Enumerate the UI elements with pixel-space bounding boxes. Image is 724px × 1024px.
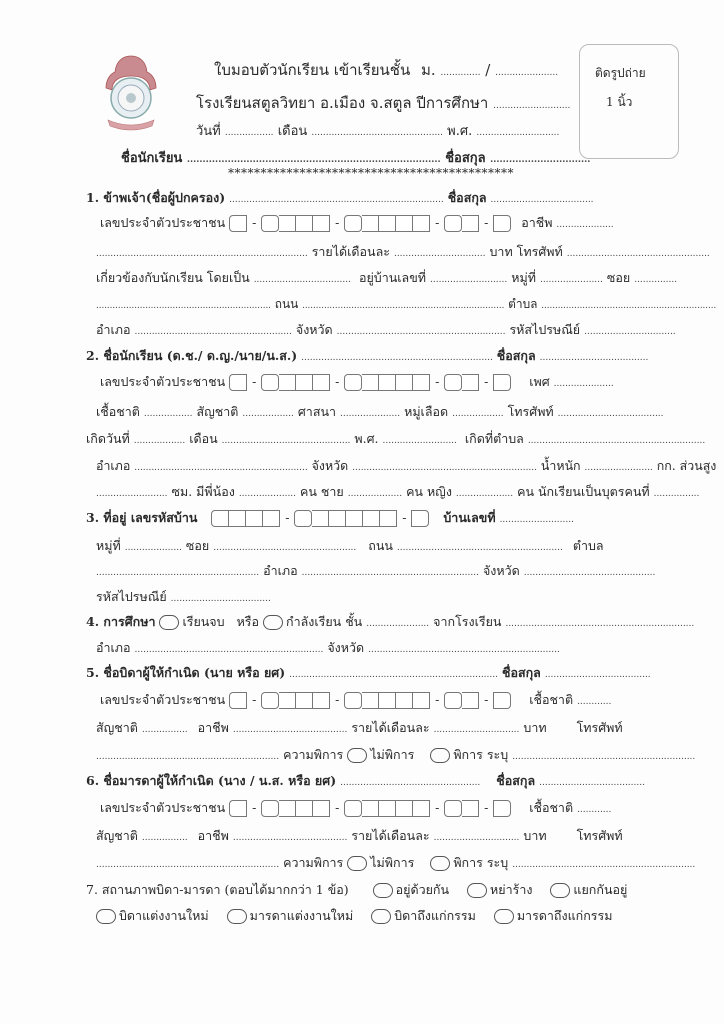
id-digit-box[interactable] — [462, 374, 479, 391]
separated-label: แยกกันอยู่ — [573, 882, 628, 897]
student-full-name-field[interactable]: ................................................................... — [301, 353, 493, 363]
guardian-career-cont-field[interactable]: .......................................................................... — [96, 249, 308, 259]
s2-changwat-label: จังหวัด — [311, 458, 349, 473]
father-disability-field[interactable]: ................................................................ — [512, 752, 696, 762]
birth-tambon-field[interactable]: .............................................................. — [527, 436, 706, 446]
s6-id-label: เลขประจำตัวประชาชน — [100, 800, 226, 815]
studying-radio[interactable] — [263, 615, 283, 630]
father-name-field[interactable]: ......................................................................... — [289, 670, 498, 680]
mother-ethnicity-field[interactable]: ............ — [577, 805, 612, 815]
s6-career-label: อาชีพ — [197, 828, 229, 843]
or-label: หรือ — [236, 614, 260, 629]
photo-label: ติดรูปถ่าย — [595, 66, 646, 80]
s6-id-row — [100, 798, 611, 818]
s1-career-label: อาชีพ — [521, 215, 553, 230]
code-digit-box[interactable] — [294, 510, 312, 527]
divorced-checkbox[interactable] — [467, 883, 487, 898]
s3-postal-row — [96, 587, 271, 607]
s3-house-label: บ้านเลขที่ — [443, 510, 496, 525]
s5-income-label: รายได้เดือนละ — [351, 720, 430, 735]
guardian-postal-field[interactable]: ................................ — [584, 327, 676, 337]
s7-heading: 7. สถานภาพบิดา-มารดา (ตอบได้มากกว่า 1 ข้อ) — [86, 882, 349, 897]
mother-not-disabled-radio[interactable] — [347, 856, 367, 871]
father-surname-field[interactable]: ..................................... — [544, 670, 651, 680]
id-digit-box[interactable] — [379, 215, 396, 232]
child-number-field[interactable]: ................ — [653, 489, 700, 499]
siblings-field[interactable]: .................... — [238, 489, 297, 499]
date-field[interactable]: ................. — [224, 128, 274, 138]
id-digit-box[interactable] — [362, 692, 379, 709]
s2-nationality-label: สัญชาติ — [196, 404, 239, 419]
birth-month-field[interactable]: ............................................. — [221, 436, 351, 446]
s2-id-boxes[interactable]: - - - - — [229, 374, 511, 391]
student-blood-field[interactable]: .................. — [452, 409, 504, 419]
code-digit-box[interactable] — [246, 510, 263, 527]
s5-not-disabled-label: ไม่พิการ — [370, 747, 415, 762]
id-digit-box[interactable] — [229, 692, 247, 709]
from-school-field[interactable]: .................................................................. — [505, 619, 695, 629]
id-digit-box[interactable] — [413, 215, 430, 232]
s3-tambon-label: ตำบล — [572, 538, 604, 553]
s2-amphoe-label: อำเภอ — [96, 458, 131, 473]
date-label: วันที่ — [196, 124, 221, 139]
student-sex-field[interactable]: ..................... — [553, 379, 614, 389]
female-siblings-field[interactable]: .................... — [455, 489, 514, 499]
birth-day-field[interactable]: .................. — [133, 436, 186, 446]
mother-name-field[interactable]: ................................................. — [340, 778, 481, 788]
s2-month-label: เดือน — [189, 431, 218, 446]
s3-moo-label: หมู่ที่ — [96, 538, 121, 553]
s2-weight-label: น้ำหนัก — [540, 458, 581, 473]
s5-row1 — [86, 663, 651, 683]
s5-heading: 5. ชื่อบิดาผู้ให้กำเนิด (นาย หรือ ยศ) — [86, 665, 286, 680]
graduated-radio[interactable] — [159, 615, 179, 630]
s2-birthday-label: เกิดวันที่ — [86, 431, 130, 446]
s5-career-label: อาชีพ — [197, 720, 229, 735]
id-digit-box[interactable] — [493, 374, 511, 391]
id-digit-box[interactable] — [296, 692, 313, 709]
code-digit-box[interactable] — [329, 510, 346, 527]
student-phone-field[interactable]: ..................................... — [557, 409, 664, 419]
guardian-soi-cont-field[interactable]: ................................................................ — [96, 301, 271, 311]
s3-road-label: ถนน — [368, 538, 393, 553]
s6-nationality-label: สัญชาติ — [96, 828, 138, 843]
together-label: อยู่ด้วยกัน — [395, 882, 450, 897]
s3-amphoe-row — [96, 561, 655, 581]
mother-surname-field[interactable]: ..................................... — [539, 778, 645, 788]
guardian-phone-field[interactable]: .................................................. — [566, 249, 710, 259]
header-date-row — [196, 120, 559, 141]
year-label: พ.ศ. — [447, 124, 473, 139]
id-digit-box[interactable] — [493, 800, 511, 817]
school-name: โรงเรียนสตูลวิทยา อ.เมือง จ.สตูล ปีการศึกษา — [196, 94, 489, 112]
s5-career-row — [96, 718, 623, 738]
id-digit-box[interactable] — [229, 800, 247, 817]
s1-id-row — [100, 213, 614, 233]
s4-changwat-field[interactable]: ................................................................... — [368, 645, 560, 655]
guardian-road-field[interactable]: .......................................................................... — [302, 301, 505, 311]
code-digit-box[interactable] — [229, 510, 246, 527]
s3-amphoe-label: อำเภอ — [263, 563, 298, 578]
together-checkbox[interactable] — [373, 883, 393, 898]
s6-disabled-label: พิการ ระบุ — [453, 855, 509, 870]
s5-disability-row — [96, 745, 695, 765]
id-digit-box[interactable] — [462, 692, 479, 709]
id-digit-box[interactable] — [396, 692, 413, 709]
guardian-amphoe-field[interactable]: ....................................................... — [134, 327, 292, 337]
header-school-row — [196, 91, 570, 115]
code-digit-box[interactable] — [211, 510, 229, 527]
s2-kg-height-label: กก. ส่วนสูง — [656, 458, 717, 473]
s2-ethnicity-label: เชื้อชาติ — [96, 404, 140, 419]
id-digit-box[interactable] — [444, 374, 462, 391]
s6-disability-label: ความพิการ — [283, 855, 344, 870]
id-digit-box[interactable] — [379, 800, 396, 817]
s2-blood-label: หมู่เลือด — [404, 404, 449, 419]
id-digit-box[interactable] — [462, 800, 479, 817]
s6-phone-label: โทรศัพท์ — [576, 828, 623, 843]
s4-amphoe-field[interactable]: .................................................................. — [134, 645, 324, 655]
s4-heading: 4. การศึกษา — [86, 614, 156, 629]
s5-id-row — [100, 690, 611, 710]
separated-checkbox[interactable] — [550, 883, 570, 898]
s2-cm-siblings-label: ซม. มีพี่น้อง — [171, 484, 235, 499]
grade-sep: / — [485, 61, 491, 79]
birth-amphoe-field[interactable]: ............................................................. — [134, 463, 308, 473]
id-digit-box[interactable] — [279, 215, 296, 232]
s1-road-label: ถนน — [274, 296, 299, 311]
code-digit-box[interactable] — [312, 510, 329, 527]
s3-house-field[interactable]: .......................... — [499, 515, 574, 525]
id-digit-box[interactable] — [462, 215, 479, 232]
code-digit-box[interactable] — [346, 510, 363, 527]
s1-phone-label: โทรศัพท์ — [516, 244, 563, 259]
s1-id-boxes[interactable]: - - - - — [229, 215, 511, 232]
id-digit-box[interactable] — [362, 800, 379, 817]
s1-relation-label: เกี่ยวข้องกับนักเรียน โดยเป็น — [96, 270, 250, 285]
s1-soi-label: ซอย — [606, 270, 631, 285]
id-digit-box[interactable] — [444, 800, 462, 817]
s6-disability-row — [96, 853, 695, 873]
s6-row1 — [86, 771, 645, 791]
guardian-moo-field[interactable]: ...................... — [539, 275, 603, 285]
father-remarried-label: บิดาแต่งงานใหม่ — [119, 908, 209, 923]
s3-changwat-label: จังหวัด — [482, 563, 520, 578]
s5-id-boxes[interactable]: - - - - — [229, 692, 511, 709]
id-digit-box[interactable] — [362, 215, 379, 232]
photo-size: 1 นิ้ว — [606, 95, 633, 109]
s7-row2 — [96, 906, 612, 926]
room-field[interactable]: ...................... — [495, 68, 559, 78]
id-digit-box[interactable] — [296, 374, 313, 391]
s5-disability-label: ความพิการ — [283, 747, 344, 762]
s6-income-label: รายได้เดือนละ — [351, 828, 430, 843]
s2-sex-label: เพศ — [529, 374, 550, 389]
month-field[interactable]: .............................................. — [311, 128, 444, 138]
guardian-name-field[interactable]: ........................................................................... — [229, 195, 444, 205]
student-surname-field[interactable]: ................................ — [490, 155, 591, 165]
student-full-surname-field[interactable]: ...................................... — [539, 353, 649, 363]
header-title-row — [214, 58, 558, 82]
s2-phone-label: โทรศัพท์ — [507, 404, 554, 419]
divorced-label: หย่าร้าง — [490, 882, 533, 897]
id-digit-box[interactable] — [379, 692, 396, 709]
s2-religion-label: ศาสนา — [297, 404, 337, 419]
mother-phone-field[interactable]: ................................................................ — [96, 860, 280, 870]
s1-row1 — [86, 188, 594, 208]
s6-not-disabled-label: ไม่พิการ — [370, 855, 415, 870]
grade-field[interactable]: .............. — [440, 68, 481, 78]
code-digit-box[interactable] — [411, 510, 429, 527]
house-code-boxes[interactable]: - - — [211, 510, 429, 527]
id-digit-box[interactable] — [444, 692, 462, 709]
id-digit-box[interactable] — [261, 692, 279, 709]
guardian-soi-field[interactable]: ............... — [634, 275, 678, 285]
father-career-field[interactable]: ........................................ — [232, 725, 348, 735]
studying-grade-field[interactable]: ...................... — [366, 619, 430, 629]
s3-soi-field[interactable]: .................................................. — [213, 543, 357, 553]
code-digit-box[interactable] — [363, 510, 380, 527]
s5-surname-label: ชื่อสกุล — [501, 665, 541, 680]
mother-nationality-field[interactable]: ................ — [141, 833, 188, 843]
id-digit-box[interactable] — [279, 800, 296, 817]
s2-birth-tambon-label: เกิดที่ตำบล — [464, 431, 524, 446]
s6-ethnicity-label: เชื้อชาติ — [529, 800, 574, 815]
s2-child-no-label: คน นักเรียนเป็นบุตรคนที่ — [517, 484, 650, 499]
father-not-disabled-radio[interactable] — [347, 748, 367, 763]
male-siblings-field[interactable]: ................... — [347, 489, 403, 499]
s1-moo-label: หมู่ที่ — [511, 270, 536, 285]
s6-id-boxes[interactable]: - - - - — [229, 800, 511, 817]
s6-heading: 6. ชื่อมารดาผู้ให้กำเนิด (นาง / น.ส. หรือ ยศ) — [86, 773, 337, 788]
s3-moo-row — [96, 536, 604, 556]
s3-soi-label: ซอย — [185, 538, 210, 553]
id-digit-box[interactable] — [229, 374, 247, 391]
id-digit-box[interactable] — [444, 215, 462, 232]
s2-id-row — [100, 372, 614, 392]
mother-disability-field[interactable]: ................................................................ — [512, 860, 696, 870]
id-digit-box[interactable] — [362, 374, 379, 391]
s3-road-field[interactable]: .......................................................... — [396, 543, 563, 553]
s2-birth-row — [86, 429, 705, 449]
mother-income-field[interactable]: .............................. — [433, 833, 520, 843]
id-digit-box[interactable] — [279, 692, 296, 709]
s1-amphoe-label: อำเภอ — [96, 322, 131, 337]
year-field[interactable]: ............................. — [476, 128, 560, 138]
height-field[interactable]: ......................... — [96, 489, 168, 499]
s2-id-label: เลขประจำตัวประชาชน — [100, 374, 226, 389]
id-digit-box[interactable] — [296, 215, 313, 232]
s2-female-label: คน หญิง — [406, 484, 452, 499]
s1-tambon-label: ตำบล — [508, 296, 538, 311]
s2-male-label: คน ชาย — [300, 484, 344, 499]
s2-siblings-row — [96, 482, 699, 502]
s5-baht-label: บาท — [523, 720, 547, 735]
s4-changwat-label: จังหวัด — [327, 640, 365, 655]
id-digit-box[interactable] — [229, 215, 247, 232]
s3-heading: 3. ที่อยู่ เลขรหัสบ้าน — [86, 510, 198, 525]
id-digit-box[interactable] — [344, 800, 362, 817]
studying-label: กำลังเรียน ชั้น — [286, 614, 363, 629]
s3-tambon-field[interactable]: ......................................................... — [96, 568, 260, 578]
guardian-relation-field[interactable]: .................................. — [253, 275, 351, 285]
guardian-income-field[interactable]: ................................ — [393, 249, 486, 259]
id-digit-box[interactable] — [313, 800, 330, 817]
id-digit-box[interactable] — [493, 692, 511, 709]
id-digit-box[interactable] — [313, 215, 330, 232]
s2-row1 — [86, 346, 648, 366]
code-digit-box[interactable] — [263, 510, 280, 527]
id-digit-box[interactable] — [413, 374, 430, 391]
id-digit-box[interactable] — [313, 374, 330, 391]
s3-changwat-field[interactable]: .............................................. — [523, 568, 656, 578]
form-title: ใบมอบตัวนักเรียน เข้าเรียนชั้น — [214, 61, 411, 79]
guardian-surname-field[interactable]: .................................... — [490, 195, 594, 205]
s1-road-row — [96, 294, 716, 314]
guardian-house-field[interactable]: ........................... — [430, 275, 508, 285]
s3-row1 — [86, 508, 574, 528]
s1-relation-row — [96, 268, 677, 288]
id-digit-box[interactable] — [396, 215, 413, 232]
father-deceased-checkbox[interactable] — [371, 909, 391, 924]
s2-amphoe-row — [96, 456, 716, 476]
father-ethnicity-field[interactable]: ............ — [577, 697, 612, 707]
s4-row1 — [86, 612, 694, 632]
s5-nationality-label: สัญชาติ — [96, 720, 138, 735]
guardian-changwat-field[interactable]: ........................................................... — [336, 327, 506, 337]
s7-row1 — [86, 880, 627, 900]
school-emblem-logo — [100, 50, 162, 132]
student-ethnicity-field[interactable]: ................. — [143, 409, 193, 419]
father-deceased-label: บิดาถึงแก่กรรม — [394, 908, 476, 923]
guardian-tambon-field[interactable]: ................................................................ — [541, 301, 717, 311]
id-digit-box[interactable] — [313, 692, 330, 709]
s4-amphoe-row — [96, 638, 560, 658]
id-digit-box[interactable] — [296, 800, 313, 817]
id-digit-box[interactable] — [261, 374, 279, 391]
academic-year-field[interactable]: ........................... — [493, 101, 571, 111]
student-name-label: ชื่อนักเรียน — [121, 151, 183, 166]
mother-remarried-label: มารดาแต่งงานใหม่ — [249, 908, 354, 923]
s3-moo-field[interactable]: .................... — [124, 543, 182, 553]
s2-year-label: พ.ศ. — [354, 431, 379, 446]
id-digit-box[interactable] — [261, 215, 279, 232]
birth-year-field[interactable]: .......................... — [382, 436, 457, 446]
s1-house-label: อยู่บ้านเลขที่ — [358, 270, 427, 285]
s6-career-row — [96, 826, 623, 846]
s3-postal-label: รหัสไปรษณีย์ — [96, 589, 167, 604]
weight-field[interactable]: ........................ — [584, 463, 653, 473]
s1-id-label: เลขประจำตัวประชาชน — [100, 215, 226, 230]
id-digit-box[interactable] — [344, 374, 362, 391]
s3-amphoe-field[interactable]: .............................................................. — [301, 568, 479, 578]
s2-heading: 2. ชื่อนักเรียน (ด.ช./ ด.ญ./นาย/น.ส.) — [86, 348, 298, 363]
s5-ethnicity-label: เชื้อชาติ — [529, 692, 574, 707]
student-name-row — [121, 147, 590, 168]
father-phone-field[interactable]: ................................................................ — [96, 752, 280, 762]
s1-amphoe-row — [96, 320, 676, 340]
id-digit-box[interactable] — [344, 215, 362, 232]
month-label: เดือน — [277, 124, 308, 139]
s5-disabled-label: พิการ ระบุ — [453, 747, 509, 762]
grade-prefix: ม. — [421, 61, 436, 79]
mother-career-field[interactable]: ........................................ — [232, 833, 348, 843]
s6-surname-label: ชื่อสกุล — [496, 773, 536, 788]
guardian-career-field[interactable]: .................... — [556, 220, 614, 230]
id-digit-box[interactable] — [413, 800, 430, 817]
student-name-field[interactable]: ................................................................................. — [186, 155, 441, 165]
father-nationality-field[interactable]: ................ — [141, 725, 188, 735]
s2-surname-label: ชื่อสกุล — [496, 348, 536, 363]
father-disabled-radio[interactable] — [430, 748, 450, 763]
s1-income-label: รายได้เดือนละ — [311, 244, 390, 259]
code-digit-box[interactable] — [380, 510, 397, 527]
s1-changwat-label: จังหวัด — [295, 322, 333, 337]
id-digit-box[interactable] — [261, 800, 279, 817]
s1-baht-label: บาท — [489, 244, 513, 259]
from-school-label: จากโรงเรียน — [433, 614, 502, 629]
id-digit-box[interactable] — [396, 800, 413, 817]
s1-heading: 1. ข้าพเจ้า(ชื่อผู้ปกครอง) — [86, 190, 226, 205]
student-religion-field[interactable]: ..................... — [340, 409, 401, 419]
father-remarried-checkbox[interactable] — [96, 909, 116, 924]
mother-disabled-radio[interactable] — [430, 856, 450, 871]
s1-surname-label: ชื่อสกุล — [447, 190, 487, 205]
graduated-label: เรียนจบ — [182, 614, 225, 629]
s5-id-label: เลขประจำตัวประชาชน — [100, 692, 226, 707]
s3-postal-field[interactable]: ................................... — [170, 594, 271, 604]
mother-deceased-label: มารดาถึงแก่กรรม — [516, 908, 613, 923]
s6-baht-label: บาท — [523, 828, 547, 843]
id-digit-box[interactable] — [344, 692, 362, 709]
id-digit-box[interactable] — [396, 374, 413, 391]
id-digit-box[interactable] — [279, 374, 296, 391]
star-divider: ******************************************** — [228, 166, 514, 180]
s2-ethnicity-row — [96, 402, 664, 422]
father-income-field[interactable]: .............................. — [433, 725, 520, 735]
student-surname-label: ชื่อสกุล — [445, 151, 486, 166]
student-nationality-field[interactable]: .................. — [242, 409, 294, 419]
mother-deceased-checkbox[interactable] — [494, 909, 514, 924]
s1-income-row — [96, 242, 710, 262]
s1-postal-label: รหัสไปรษณีย์ — [509, 322, 581, 337]
id-digit-box[interactable] — [493, 215, 511, 232]
mother-remarried-checkbox[interactable] — [227, 909, 247, 924]
birth-changwat-field[interactable]: ................................................................. — [352, 463, 537, 473]
s4-amphoe-label: อำเภอ — [96, 640, 131, 655]
id-digit-box[interactable] — [379, 374, 396, 391]
s5-phone-label: โทรศัพท์ — [576, 720, 623, 735]
id-digit-box[interactable] — [413, 692, 430, 709]
